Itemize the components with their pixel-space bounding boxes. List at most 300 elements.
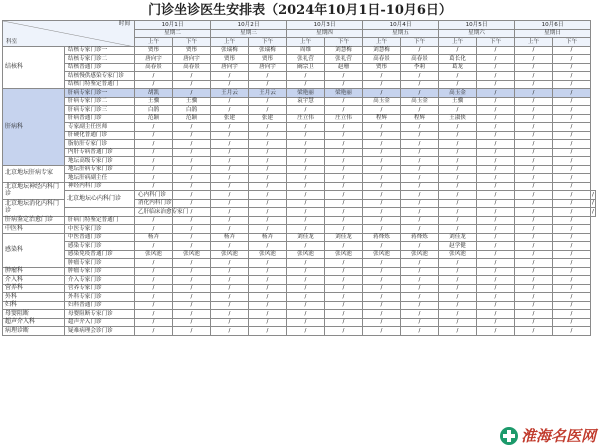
doctor-cell: 刘佳龙 <box>439 233 477 242</box>
doctor-cell: / <box>439 267 477 276</box>
doctor-cell: 高玉金 <box>363 97 401 106</box>
doctor-cell: / <box>325 293 363 302</box>
doctor-cell: / <box>553 72 591 81</box>
doctor-cell: / <box>249 242 287 251</box>
doctor-cell: / <box>135 131 173 140</box>
doctor-cell: / <box>515 148 553 157</box>
doctor-cell: / <box>477 123 515 132</box>
doctor-cell: / <box>363 259 401 268</box>
doctor-cell: / <box>477 267 515 276</box>
doctor-cell: / <box>173 157 211 166</box>
doctor-cell: / <box>287 140 325 149</box>
clinic-name-cell: 结核门特鉴定普通门 <box>65 80 135 89</box>
doctor-cell: / <box>135 301 173 310</box>
doctor-cell: / <box>553 80 591 89</box>
clinic-name-cell: 心内科门诊 <box>135 191 173 200</box>
doctor-cell: / <box>515 199 553 208</box>
doctor-cell: / <box>477 233 515 242</box>
doctor-cell: / <box>439 208 477 217</box>
doctor-cell: / <box>325 242 363 251</box>
doctor-cell: / <box>439 106 477 115</box>
doctor-cell: / <box>173 301 211 310</box>
doctor-cell: / <box>325 216 363 225</box>
doctor-cell: / <box>249 106 287 115</box>
table-row <box>3 233 596 242</box>
doctor-cell: / <box>401 301 439 310</box>
doctor-cell: / <box>173 174 211 183</box>
clinic-name-cell: 脂肪肝专家门诊 <box>65 140 135 149</box>
doctor-cell: / <box>211 72 249 81</box>
table-row <box>3 182 596 191</box>
doctor-cell: / <box>439 216 477 225</box>
doctor-cell: / <box>363 225 401 234</box>
doctor-cell: / <box>553 216 591 225</box>
doctor-cell: 阚宗卫 <box>287 63 325 72</box>
doctor-cell: / <box>173 216 211 225</box>
doctor-cell: / <box>401 284 439 293</box>
doctor-cell: / <box>249 72 287 81</box>
doctor-cell: / <box>325 182 363 191</box>
doctor-cell: 王淑侠 <box>439 114 477 123</box>
doctor-cell: / <box>515 327 553 336</box>
doctor-cell: / <box>439 284 477 293</box>
department-cell: 母婴阻断 <box>3 310 65 319</box>
doctor-cell: / <box>287 267 325 276</box>
doctor-cell: / <box>211 140 249 149</box>
table-row <box>3 165 596 174</box>
doctor-cell: 程辉 <box>363 114 401 123</box>
watermark <box>500 425 596 446</box>
doctor-cell: / <box>173 131 211 140</box>
doctor-cell: 唐向宇 <box>173 55 211 64</box>
doctor-cell: 白鹃 <box>135 106 173 115</box>
doctor-cell: / <box>477 182 515 191</box>
doctor-cell: / <box>173 233 211 242</box>
table-row <box>3 123 596 132</box>
doctor-cell: / <box>477 276 515 285</box>
doctor-cell: / <box>173 259 211 268</box>
doctor-cell: / <box>173 80 211 89</box>
department-cell: 北京地坛神经内科门诊 <box>3 182 65 199</box>
clinic-name-cell: 地坛肝病专家门诊 <box>65 165 135 174</box>
table-row <box>3 131 596 140</box>
doctor-cell: / <box>515 310 553 319</box>
doctor-cell: / <box>553 293 591 302</box>
pm-session-cell: 下午 <box>249 38 287 47</box>
doctor-cell: 高玉金 <box>401 97 439 106</box>
doctor-cell: / <box>249 97 287 106</box>
doctor-cell: / <box>439 165 477 174</box>
doctor-cell: 贾彤 <box>135 46 173 55</box>
doctor-cell: / <box>553 157 591 166</box>
doctor-cell: / <box>439 327 477 336</box>
doctor-cell: / <box>173 318 211 327</box>
doctor-cell: / <box>515 301 553 310</box>
doctor-cell: 刘佳龙 <box>325 233 363 242</box>
clinic-name-cell: 肝病专家门诊一 <box>65 89 135 98</box>
doctor-cell: / <box>249 208 287 217</box>
doctor-cell: / <box>477 63 515 72</box>
clinic-name-cell: 地坛肝病副主任 <box>65 174 135 183</box>
doctor-cell: / <box>515 233 553 242</box>
doctor-cell: / <box>173 140 211 149</box>
doctor-cell: / <box>401 267 439 276</box>
doctor-cell: / <box>325 97 363 106</box>
doctor-cell: / <box>439 131 477 140</box>
doctor-cell: / <box>211 267 249 276</box>
doctor-cell: 胡凯 <box>135 89 173 98</box>
diagonal-divider <box>3 21 135 47</box>
doctor-cell: / <box>515 123 553 132</box>
weekday-cell: 星期五 <box>363 29 439 38</box>
doctor-cell: / <box>477 327 515 336</box>
doctor-cell: / <box>135 182 173 191</box>
doctor-cell: / <box>135 148 173 157</box>
doctor-cell: / <box>211 191 249 200</box>
doctor-cell: 刘慧梅 <box>363 46 401 55</box>
doctor-cell: / <box>477 216 515 225</box>
doctor-cell: 庄立伟 <box>287 114 325 123</box>
table-row <box>3 106 596 115</box>
department-cell: 肝病鉴定治愈门诊 <box>3 216 65 225</box>
doctor-cell: / <box>401 106 439 115</box>
doctor-cell: / <box>553 225 591 234</box>
doctor-cell: / <box>135 259 173 268</box>
doctor-cell: / <box>211 259 249 268</box>
table-row <box>3 327 596 336</box>
doctor-cell: / <box>363 242 401 251</box>
doctor-cell: / <box>173 225 211 234</box>
doctor-cell: 葛长化 <box>439 55 477 64</box>
doctor-cell: / <box>401 216 439 225</box>
doctor-cell: / <box>477 293 515 302</box>
doctor-cell: 张建 <box>249 114 287 123</box>
doctor-cell: / <box>135 123 173 132</box>
doctor-cell: / <box>363 165 401 174</box>
clinic-name-cell: 中医普通门诊 <box>65 233 135 242</box>
doctor-cell: / <box>401 46 439 55</box>
doctor-cell: / <box>477 46 515 55</box>
doctor-cell: / <box>439 174 477 183</box>
doctor-cell: / <box>363 284 401 293</box>
doctor-cell: / <box>401 293 439 302</box>
doctor-cell: / <box>401 327 439 336</box>
doctor-cell: / <box>515 72 553 81</box>
clinic-name-cell: 感染专家门诊 <box>65 242 135 251</box>
doctor-cell: / <box>287 276 325 285</box>
doctor-cell: / <box>439 123 477 132</box>
doctor-cell: 蒋烽炼 <box>363 233 401 242</box>
doctor-cell: / <box>363 310 401 319</box>
doctor-cell: / <box>515 80 553 89</box>
doctor-cell: / <box>287 310 325 319</box>
doctor-cell: / <box>592 191 594 198</box>
doctor-cell: / <box>477 72 515 81</box>
doctor-cell: / <box>287 284 325 293</box>
doctor-cell: / <box>363 148 401 157</box>
doctor-cell: / <box>249 276 287 285</box>
doctor-cell: 唐向宇 <box>135 55 173 64</box>
doctor-cell: 张风池 <box>135 250 173 259</box>
table-row <box>3 293 596 302</box>
time-header-label: 时间 <box>118 21 130 27</box>
doctor-cell: / <box>439 259 477 268</box>
doctor-cell: 梁艳丽 <box>287 89 325 98</box>
pm-session-cell: 下午 <box>553 38 591 47</box>
doctor-cell: / <box>173 242 211 251</box>
doctor-cell: / <box>287 131 325 140</box>
doctor-cell: 刘慧梅 <box>325 46 363 55</box>
doctor-cell: / <box>249 310 287 319</box>
doctor-cell: / <box>553 233 591 242</box>
doctor-cell: / <box>325 191 363 200</box>
doctor-cell: / <box>287 123 325 132</box>
doctor-cell: / <box>515 225 553 234</box>
doctor-cell: / <box>249 182 287 191</box>
doctor-cell: / <box>553 148 591 157</box>
doctor-cell: / <box>477 191 515 200</box>
doctor-cell: 王月云 <box>211 89 249 98</box>
table-row <box>3 276 596 285</box>
doctor-cell: / <box>515 242 553 251</box>
doctor-cell: / <box>439 310 477 319</box>
doctor-cell: / <box>173 72 211 81</box>
doctor-cell: / <box>135 216 173 225</box>
doctor-cell: / <box>401 191 439 200</box>
doctor-cell: / <box>173 310 211 319</box>
doctor-cell: 高春景 <box>173 63 211 72</box>
doctor-cell: 张礼营 <box>325 55 363 64</box>
doctor-cell: / <box>287 293 325 302</box>
doctor-cell: / <box>401 208 439 217</box>
doctor-cell: / <box>363 199 401 208</box>
doctor-cell: 高春景 <box>401 55 439 64</box>
doctor-cell: / <box>287 301 325 310</box>
doctor-cell: / <box>249 225 287 234</box>
doctor-cell: 张瑞梅 <box>249 46 287 55</box>
clinic-name-cell: 疑难病理会诊门诊 <box>65 327 135 336</box>
table-row <box>3 89 596 98</box>
doctor-cell: / <box>211 106 249 115</box>
doctor-cell: / <box>363 80 401 89</box>
doctor-cell: / <box>515 106 553 115</box>
doctor-cell: / <box>135 310 173 319</box>
doctor-cell: / <box>439 301 477 310</box>
doctor-cell: / <box>553 310 591 319</box>
doctor-cell: 王月云 <box>249 89 287 98</box>
doctor-cell: / <box>135 318 173 327</box>
doctor-cell: / <box>173 191 211 200</box>
table-row <box>3 55 596 64</box>
doctor-cell: / <box>211 131 249 140</box>
doctor-cell: / <box>553 182 591 191</box>
clinic-name-cell: 肝病专家门诊二 <box>65 97 135 106</box>
doctor-cell: / <box>477 284 515 293</box>
department-cell: 北京地坛肝病专家 <box>3 165 65 182</box>
dept-header-label: 科室 <box>6 39 18 45</box>
doctor-cell: / <box>553 165 591 174</box>
clinic-name-cell: 感染免疫普通门诊 <box>65 250 135 259</box>
doctor-cell: / <box>249 259 287 268</box>
table-row <box>3 225 596 234</box>
doctor-cell: / <box>401 318 439 327</box>
doctor-cell: / <box>325 259 363 268</box>
doctor-cell: / <box>553 140 591 149</box>
date-cell: 10月5日 <box>439 21 515 30</box>
doctor-cell: / <box>592 200 594 206</box>
doctor-cell: / <box>553 318 591 327</box>
department-cell: 中医科 <box>3 225 65 234</box>
doctor-cell: / <box>477 80 515 89</box>
doctor-cell: 张风池 <box>401 250 439 259</box>
doctor-cell: / <box>515 250 553 259</box>
doctor-cell: / <box>363 106 401 115</box>
clinic-name-cell: 母婴阻断专家门诊 <box>65 310 135 319</box>
doctor-cell: / <box>401 276 439 285</box>
table-row <box>3 242 596 251</box>
doctor-cell: / <box>477 148 515 157</box>
doctor-cell: / <box>325 165 363 174</box>
table-row <box>3 216 596 225</box>
doctor-cell: / <box>401 89 439 98</box>
doctor-cell: / <box>211 148 249 157</box>
doctor-cell: / <box>439 276 477 285</box>
doctor-cell: / <box>173 276 211 285</box>
doctor-cell: / <box>325 199 363 208</box>
doctor-cell: 贾彤 <box>211 55 249 64</box>
doctor-cell: / <box>401 310 439 319</box>
doctor-cell: / <box>477 131 515 140</box>
doctor-cell: / <box>477 301 515 310</box>
doctor-cell: / <box>135 174 173 183</box>
doctor-cell: / <box>135 293 173 302</box>
clinic-name-cell: 结核慢供感染专家门诊 <box>65 72 135 81</box>
doctor-cell: 张风池 <box>439 250 477 259</box>
doctor-cell: / <box>477 242 515 251</box>
doctor-cell: 贾彤 <box>173 46 211 55</box>
doctor-cell: / <box>249 191 287 200</box>
doctor-cell: / <box>325 310 363 319</box>
doctor-cell: / <box>325 284 363 293</box>
doctor-cell: / <box>173 327 211 336</box>
table-row <box>3 174 596 183</box>
doctor-cell: / <box>439 318 477 327</box>
doctor-cell: / <box>363 123 401 132</box>
doctor-cell: / <box>477 55 515 64</box>
doctor-cell: 张礼营 <box>287 55 325 64</box>
table-row <box>3 310 596 319</box>
doctor-cell: / <box>363 174 401 183</box>
doctor-cell: 刘佳龙 <box>287 233 325 242</box>
doctor-cell: / <box>287 80 325 89</box>
doctor-cell: / <box>401 80 439 89</box>
clinic-name-cell: 消化内科门诊 <box>135 199 173 208</box>
clinic-name-cell: 外科专家门诊 <box>65 293 135 302</box>
doctor-cell: / <box>287 148 325 157</box>
doctor-cell: / <box>249 199 287 208</box>
doctor-cell: / <box>553 89 591 98</box>
table-row <box>3 97 596 106</box>
doctor-cell: / <box>287 318 325 327</box>
schedule-table <box>2 20 596 336</box>
table-row <box>3 72 596 81</box>
doctor-cell: / <box>325 80 363 89</box>
doctor-cell: / <box>135 284 173 293</box>
table-row <box>3 114 596 123</box>
doctor-cell: / <box>363 140 401 149</box>
doctor-cell: / <box>515 174 553 183</box>
medical-cross-icon <box>500 427 518 445</box>
doctor-cell: / <box>211 276 249 285</box>
doctor-cell: / <box>363 191 401 200</box>
doctor-cell: / <box>477 310 515 319</box>
doctor-cell: / <box>173 165 211 174</box>
doctor-cell: / <box>325 131 363 140</box>
doctor-cell: / <box>477 114 515 123</box>
doctor-cell: / <box>173 284 211 293</box>
doctor-cell: 周维 <box>287 46 325 55</box>
doctor-cell: / <box>401 174 439 183</box>
doctor-cell: / <box>477 89 515 98</box>
doctor-cell: / <box>287 216 325 225</box>
doctor-cell: / <box>249 301 287 310</box>
clinic-name-cell: 结核专家门诊二 <box>65 55 135 64</box>
doctor-cell: / <box>477 140 515 149</box>
doctor-cell: 张风池 <box>173 250 211 259</box>
table-row <box>3 148 596 157</box>
doctor-cell: / <box>135 80 173 89</box>
clinic-name-cell: 肝病普通门诊 <box>65 114 135 123</box>
doctor-cell: 程辉 <box>401 114 439 123</box>
date-header-row <box>3 21 596 30</box>
corner-cell <box>3 21 135 47</box>
weekday-cell: 星期日 <box>515 29 591 38</box>
doctor-cell: / <box>211 310 249 319</box>
doctor-cell: / <box>249 165 287 174</box>
am-session-cell: 上午 <box>515 38 553 47</box>
doctor-cell: / <box>173 148 211 157</box>
doctor-cell: / <box>515 55 553 64</box>
doctor-cell: 杨卉 <box>211 233 249 242</box>
doctor-cell: / <box>249 123 287 132</box>
doctor-cell: / <box>477 157 515 166</box>
clinic-name-cell: 乙肝临床治愈专家门 <box>135 208 173 217</box>
doctor-cell: / <box>515 140 553 149</box>
pm-session-cell: 下午 <box>325 38 363 47</box>
doctor-cell: / <box>211 165 249 174</box>
doctor-cell: 范颖 <box>173 114 211 123</box>
doctor-cell: / <box>173 89 211 98</box>
doctor-cell: / <box>211 97 249 106</box>
table-row <box>3 250 596 259</box>
doctor-cell: 袁宇慧 <box>287 97 325 106</box>
department-cell: 超声介入科 <box>3 318 65 327</box>
table-row <box>3 191 596 200</box>
doctor-cell: / <box>173 199 211 208</box>
clinic-name-cell: 肿瘤专家门诊 <box>65 259 135 268</box>
weekday-cell: 星期六 <box>439 29 515 38</box>
doctor-cell: / <box>325 157 363 166</box>
date-cell: 10月3日 <box>287 21 363 30</box>
doctor-cell: / <box>553 114 591 123</box>
doctor-cell: / <box>325 267 363 276</box>
weekday-cell: 星期三 <box>211 29 287 38</box>
doctor-cell: / <box>515 318 553 327</box>
department-cell: 北京地坛消化内科门诊 <box>3 199 65 216</box>
doctor-cell: 张风池 <box>249 250 287 259</box>
doctor-cell: / <box>325 148 363 157</box>
doctor-cell: / <box>211 327 249 336</box>
